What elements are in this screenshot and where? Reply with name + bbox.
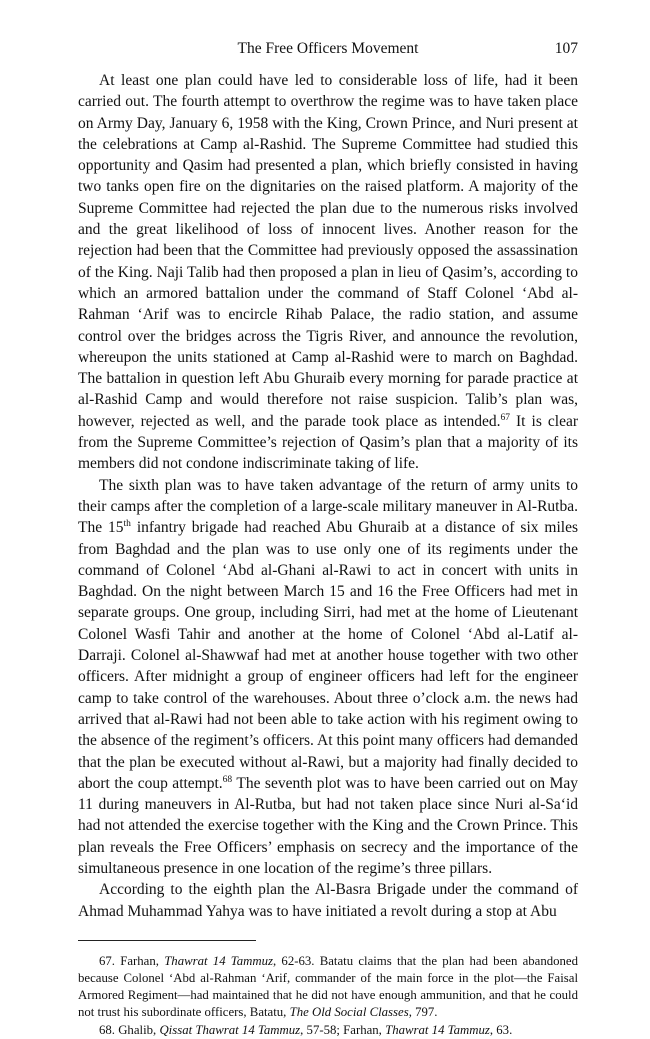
work-title: Thawrat 14 Tammuz (164, 953, 274, 968)
work-title: Thawrat 14 Tammuz (385, 1022, 490, 1037)
running-title: The Free Officers Movement (237, 40, 419, 57)
paragraph (78, 879, 578, 922)
book-page (78, 38, 578, 1039)
work-title: The Old Social Classes (289, 1005, 409, 1020)
text-run: It is clear from the Supreme Committee’s rejection of Qasim’s plan that a majority of its members did not condone indiscriminate taking of life. (78, 412, 578, 473)
text-run: , 797. (408, 1005, 438, 1020)
footnote-ref: 67 (500, 412, 510, 423)
footnote-number: 67. Farhan, (99, 953, 165, 968)
running-header (78, 38, 578, 60)
text-run: According to the eighth plan the Al-Basra Brigade under the command of Ahmad Muhammad Yahya was to have initiated a revolt during a stop at Abu (78, 881, 578, 920)
footnote-ref: 68 (222, 774, 233, 785)
footnote (78, 1022, 578, 1039)
footnote (78, 953, 578, 1022)
text-run: At least one plan could have led to considerable loss of life, had it been carried out. The fourth attempt to overthrow the regime was to have taken place on Army Day, January 6, 1958 with the King, Crown Prince, and Nuri present at the celebrations at Camp al-Rashid. The Supreme Committee had studied this opportunity and Qasim had presented a plan, which briefly consisted in having two tanks open fire on the dignitaries on the raised platform. A majority of the Supreme Committee had rejected the plan due to the numerous risks involved and the great likelihood of loss of innocent lives. Another reason for the rejection had been that the Committee had previously opposed the assassination of the King. Naji Talib had then proposed a plan in lieu of Qasim’s, according to which an armored battalion under the command of Staff Colonel ‘Abd al-Rahman ‘Arif was to encircle Rihab Palace, the radio station, and assume control over the bridges across the Tigris River, and announce the revolution, whereupon the units stationed at Camp al-Rashid were to march on Baghdad. The battalion in question left Abu Ghuraib every morning for parade practice at al-Rashid Camp and would therefore not raise suspicion. Talib’s plan was, however, rejected as well, and the parade took place as intended. (78, 72, 578, 430)
text-run: , 57-58; Farhan, (300, 1022, 386, 1037)
footnote-divider (78, 940, 256, 941)
paragraph (78, 70, 578, 475)
text-run: The sixth plan was to have taken advantage of the return of army units to their camps after the completion of a large-scale military maneuver in Al-Rutba. The 15 (78, 476, 578, 537)
text-run: , 63. (489, 1022, 513, 1037)
body-text (78, 70, 578, 922)
page-number: 107 (554, 40, 578, 57)
text-run: The seventh plot was to have been carried out on May 11 during maneuvers in Al-Rutba, but had not taken place since Nuri al-Sa‘id had not attended the exercise together with the King and the Crown Prince. This plan reveals the Free Officers’ emphasis on secrecy and the importance of the simultaneous presence in one location of the regime’s three pillars. (78, 774, 578, 877)
work-title: Qissat Thawrat 14 Tammuz (159, 1022, 301, 1037)
footnotes (78, 953, 578, 1039)
ordinal-suffix: th (123, 519, 131, 530)
paragraph (78, 475, 578, 880)
text-run: , 62-63. Batatu claims that the plan had been abandoned because Colonel ‘Abd al-Rahman ‘Arif, commander of the main force in the plot—the Faisal Armored Regiment—had maintained that he did not have enough ammunition, and that he could not trust his subordinate officers, Batatu, (78, 953, 578, 1020)
text-run: infantry brigade had reached Abu Ghuraib at a distance of six miles from Baghdad and the plan was to use only one of its regiments under the command of Colonel ‘Abd al-Ghani al-Rawi to act in concert with units in Baghdad. On the night between March 15 and 16 the Free Officers had met in separate groups. One group, including Sirri, had met at the home of Lieutenant Colonel Wasfi Tahir and another at the home of Colonel ‘Abd al-Latif al-Darraji. Colonel al-Shawwaf had met at another house together with two other officers. After midnight a group of engineer officers had left for the engineer camp to take control of the warehouses. About three o’clock a.m. the news had arrived that al-Rawi had not been able to take action with his regiment owing to the absence of the regiment’s officers. At this point many officers had demanded that the plan be executed without al-Rawi, but a majority had finally decided to abort the coup attempt. (78, 519, 578, 792)
footnote-number: 68. Ghalib, (99, 1022, 160, 1037)
